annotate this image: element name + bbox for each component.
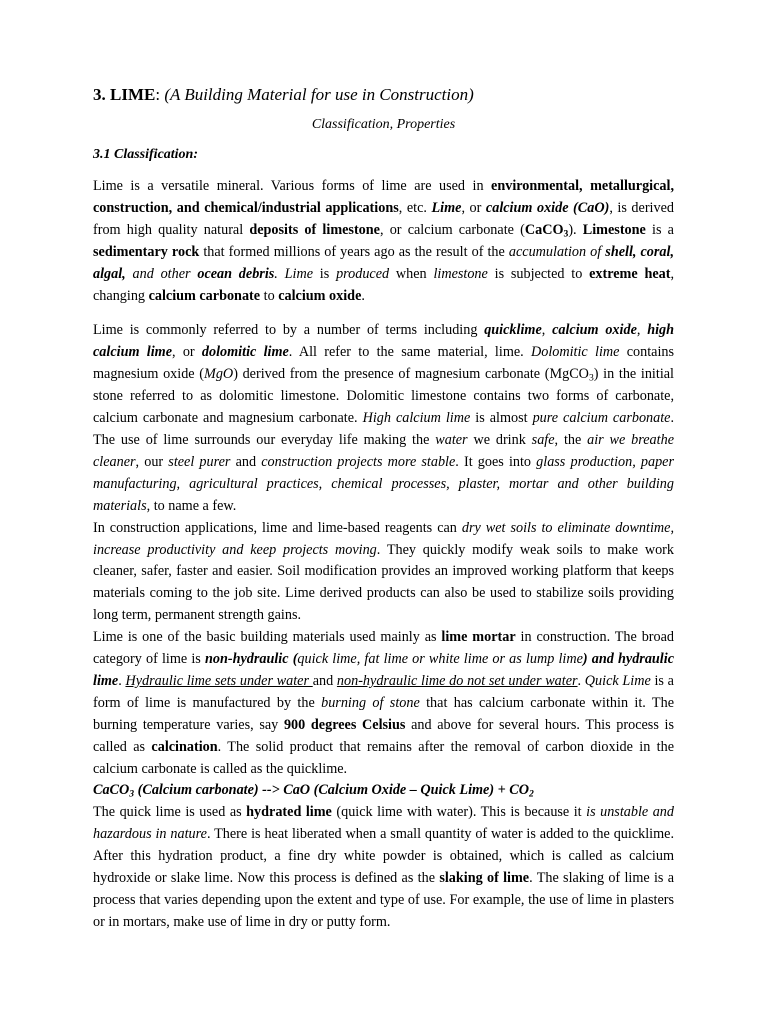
paragraph-3: In construction applications, lime and lime-based reagents can dry wet soils to eliminate downtime, increase productivity and keep projects moving. They quickly modify weak soils to make work cleaner, safer, faster and easier. Soil modification provides an improved working platform that keeps materials coming to the job site. Lime derived products can also be used to stabilize soils providing long term, permanent strength gains.: [93, 519, 675, 624]
paragraph-2: Lime is commonly referred to by a number of terms including quicklime, calcium oxide, high calcium lime, or dolomitic lime. All refer to the same material, lime. Dolomitic lime contains magnesium oxide (MgO) derived from the presence of magnesium carbonate (MgCO$_3$) in the initial stone referred to as dolomitic limestone. Dolomitic limestone contains two forms of carbonate, calcium carbonate and magnesium carbonate. High calcium lime is almost pure calcium carbonate. The use of lime surrounds our everyday life making the water we drink safe, the air we breathe cleaner, our steel purer and construction projects more stable. It goes into glass production, paper manufacturing, agricultural practices, chemical processes, plaster, mortar and other building materials, to name a few.: [93, 322, 675, 514]
title-separator: :: [155, 85, 165, 104]
title-number: 3. LIME: [93, 85, 156, 104]
section-heading: 3.1 Classification:: [93, 147, 199, 162]
paragraph-4: Lime is one of the basic building materials used mainly as lime mortar in construction. The broad category of lime is non-hydraulic (quick lime, fat lime or white lime or as lump lime) and hydraulic lime. Hydraulic lime sets under water and non-hydraulic lime do not set under water. Quick Lime is a form of lime is manufactured by the burning of stone that has calcium carbonate within it. The burning temperature varies, say 900 degrees Celsius and above for several hours. This process is called as calcination. The solid product that remains after the removal of carbon dioxide in the calcium carbonate is called as the quicklime.: [93, 629, 674, 777]
paragraph-1: Lime is a versatile mineral. Various forms of lime are used in environmental, metallurgical, construction, and chemical/industrial applications, etc. Lime, or calcium oxide (CaO), is derived from high quality natural deposits of limestone, or calcium carbonate (CaCO$_3$). Limestone is a sedimentary rock that formed millions of years ago as the result of the accumulation of shell, coral, algal, and other ocean debris. Lime is produced when limestone is subjected to extreme heat, changing calcium carbonate to calcium oxide.: [93, 178, 675, 304]
document-title: [93, 84, 674, 106]
title-subtitle: (A Building Material for use in Construction): [164, 85, 474, 104]
subheading: Classification, Properties: [311, 117, 456, 132]
paragraph-5: The quick lime is used as hydrated lime (quick lime with water). This is because it is unstable and hazardous in nature. There is heat liberated when a small quantity of water is added to the quicklime. After this hydration product, a fine dry white powder is obtained, which is called as calcium hydroxide or slake lime. Now this process is defined as the slaking of lime. The slaking of lime is a process that varies depending upon the extent and type of use. For example, the use of lime in plasters or in mortars, make use of lime in dry or putty form.: [93, 804, 675, 930]
calcination-equation: CaCO$_3$ (Calcium carbonate) --> CaO (Calcium Oxide – Quick Lime) + $CO_2$: [93, 782, 534, 800]
